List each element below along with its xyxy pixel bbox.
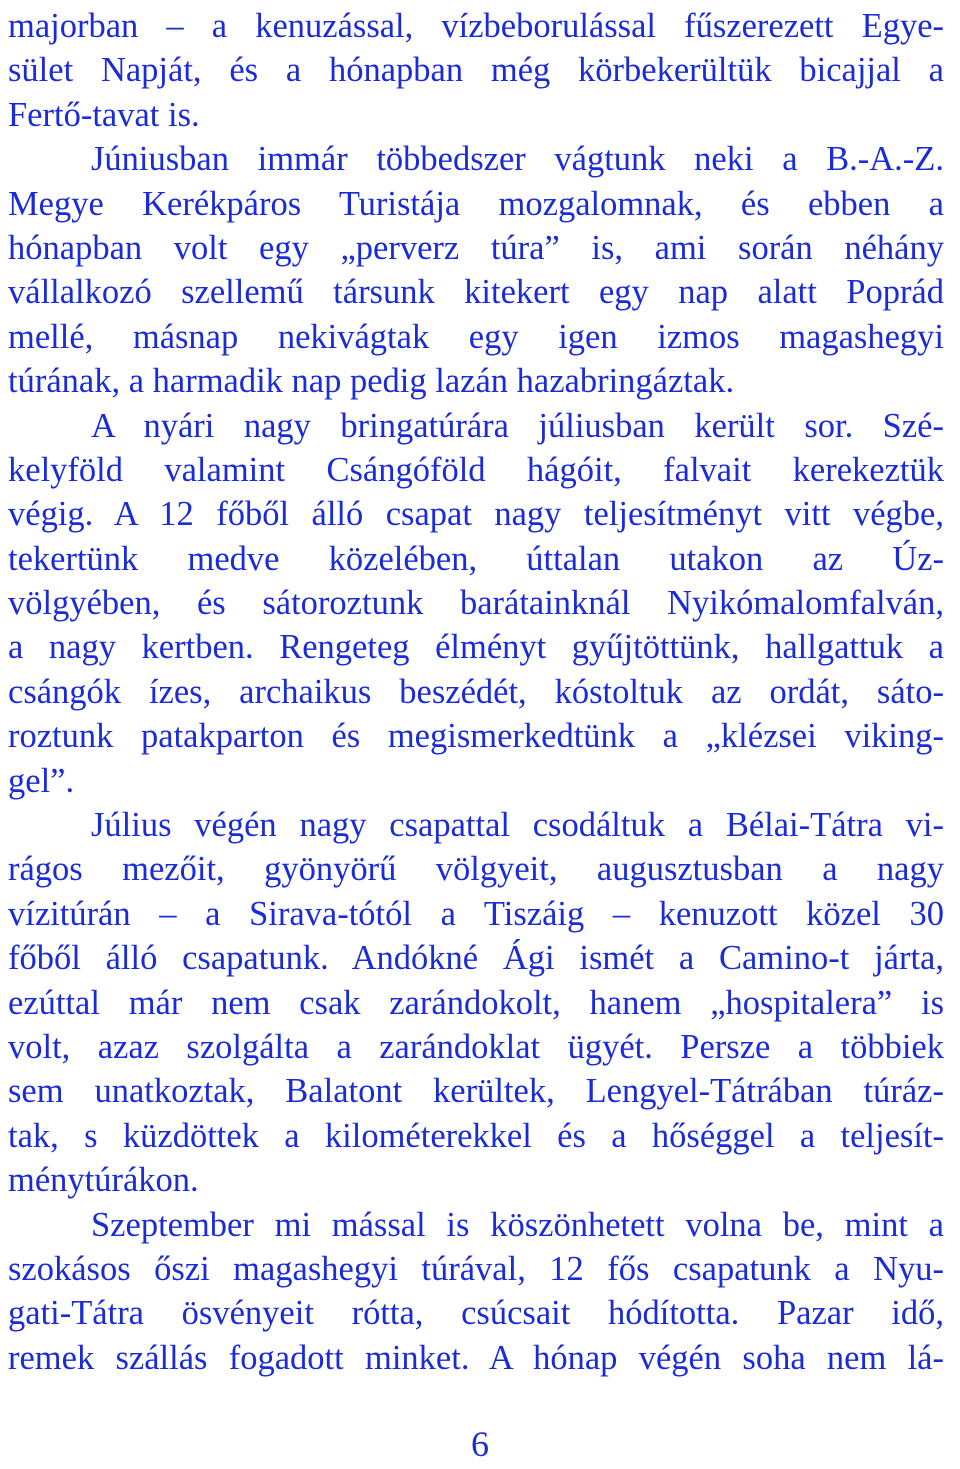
text-line: gati-Tátra ösvényeit rótta, csúcsait hódította. Pazar idő, [8,1294,944,1333]
text-line: sem unatkoztak, Balatont kerültek, Lengyel-Tátrában túráz- [8,1072,944,1111]
text-line: vízitúrán – a Sirava-tótól a Tiszáig – kenuzott közel 30 [8,894,944,933]
text-line: remek szállás fogadott minket. A hónap végén soha nem lá- [8,1338,944,1377]
text-line: tak, s küzdöttek a kilométerekkel és a hőséggel a teljesít- [8,1116,944,1155]
text-line: A nyári nagy bringatúrára júliusban került sor. Szé- [91,406,944,445]
text-line: Július végén nagy csapattal csodáltuk a Bélai-Tátra vi- [91,806,944,845]
text-line: gel”. [8,761,75,800]
text-line: sület Napját, és a hónapban még körbekerültük bicajjal a [8,51,944,90]
text-line: végig. A 12 főből álló csapat nagy teljesítményt vitt végbe, [8,495,944,534]
text-line: vállalkozó szellemű társunk kitekert egy nap alatt Poprád [8,273,944,312]
text-line: ezúttal már nem csak zarándokolt, hanem „hospitalera” is [8,983,944,1022]
document-body [8,4,944,1380]
text-line: Megye Kerékpáros Turistája mozgalomnak, és ebben a [8,184,944,223]
text-line: mellé, másnap nekivágtak egy igen izmos magashegyi [8,317,944,356]
text-line: ménytúrákon. [8,1161,199,1200]
text-line: rágos mezőit, gyönyörű völgyeit, augusztusban a nagy [8,850,944,889]
paragraph [8,803,944,1203]
paragraph [8,404,944,804]
text-line: völgyében, és sátoroztunk barátainknál Nyikómalomfalván, [8,584,944,623]
text-line: Szeptember mi mással is köszönhetett volna be, mint a [91,1205,944,1244]
text-line: roztunk patakparton és megismerkedtünk a „klézsei viking- [8,717,944,756]
page-number: 6 [471,1424,489,1464]
paragraph [8,1203,944,1381]
paragraph [8,4,944,137]
text-line: csángók ízes, archaikus beszédét, kóstoltuk az ordát, sáto- [8,672,944,711]
text-line: hónapban volt egy „perverz túra” is, ami során néhány [8,228,944,267]
text-line: főből álló csapatunk. Andókné Ági ismét a Camino-t járta, [8,939,944,978]
text-line: tekertünk medve közelében, úttalan utakon az Úz- [8,539,944,578]
text-line: túrának, a harmadik nap pedig lazán hazabringáztak. [8,362,735,401]
text-line: majorban – a kenuzással, vízbeborulással fűszerezett Egye- [8,7,944,45]
text-line: Fertő-tavat is. [8,95,200,134]
text-line: volt, azaz szolgálta a zarándoklat ügyét. Persze a többiek [8,1027,944,1066]
text-line: szokásos őszi magashegyi túrával, 12 fős csapatunk a Nyu- [8,1249,944,1288]
text-line: a nagy kertben. Rengeteg élményt gyűjtöttünk, hallgattuk a [8,628,944,667]
text-line: kelyföld valamint Csángóföld hágóit, falvait kerekeztük [8,450,944,489]
paragraph [8,137,944,403]
text-line: Júniusban immár többedszer vágtunk neki a B.-A.-Z. [91,140,944,179]
